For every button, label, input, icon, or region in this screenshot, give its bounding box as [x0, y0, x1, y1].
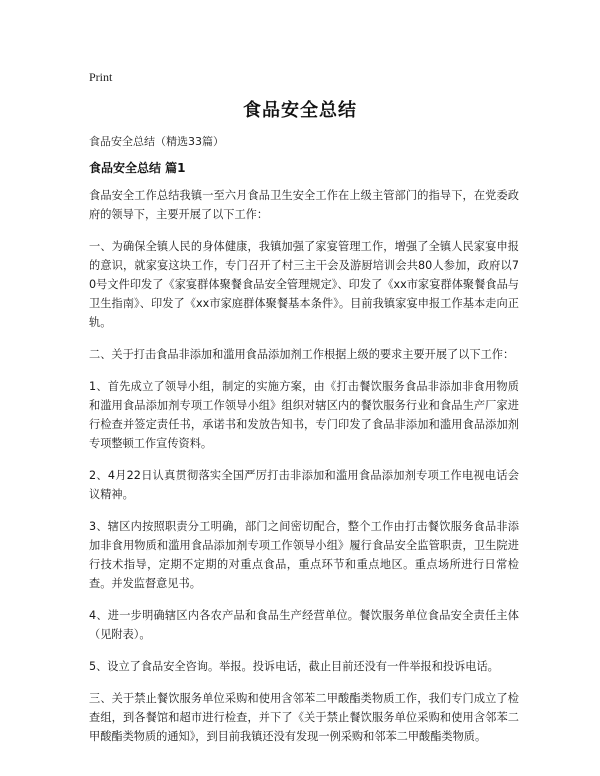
print-label[interactable]: Print	[89, 70, 113, 84]
paragraph-phthalate: 三、关于禁止餐饮服务单位采购和使用含邻苯二甲酸酯类物质工作，我们专门成立了检查组，到各餐馆和超市进行检查，并下了《关于禁止餐饮服务单位采购和使用含邻苯二甲酸酯类物质的通知》，到目前我镇还没有发现一例采购和邻苯二甲酸酯类物质。	[89, 692, 519, 743]
paragraph-item-1: 1、首先成立了领导小组，制定的实施方案，由《打击餐饮服务食品非添加非食用物质和滥用食品添加剂专项工作领导小组》组织对辖区内的餐饮服务行业和食品生产厂家进行检查并签定责任书，承诺书和发放告知书，专门印发了食品非添加和滥用食品添加剂专项整顿工作宣传资料。	[89, 380, 519, 450]
article-body	[89, 186, 519, 759]
paragraph-item-5: 5、设立了食品安全咨询。举报。投诉电话，截止目前还没有一件举报和投诉电话。	[89, 660, 499, 673]
page-title: 食品安全总结	[243, 100, 357, 121]
paragraph-item-2: 2、4月22日认真贯彻落实全国严厉打击非添加和滥用食品添加剂专项工作电视电话会议精神。	[89, 469, 519, 501]
document-subtitle: 食品安全总结（精选33篇）	[89, 135, 224, 148]
paragraph-additive-crackdown: 二、关于打击食品非添加和滥用食品添加剂工作根据上级的要求主要开展了以下工作：	[89, 348, 515, 361]
paragraph-intro: 食品安全工作总结我镇一至六月食品卫生安全工作在上级主管部门的指导下，在党委政府的领导下，主要开展了以下工作：	[89, 189, 519, 221]
paragraph-item-3: 3、辖区内按照职责分工明确，部门之间密切配合，整个工作由打击餐饮服务食品非添加非食用物质和滥用食品添加剂专项工作领导小组》履行食品安全监管职责，卫生院进行技术指导，定期不定期的对重点食品，重点环节和重点地区。重点场所进行日常检查。并发监督意见书。	[89, 520, 519, 590]
paragraph-item-4: 4、进一步明确辖区内各农产品和食品生产经营单位。餐饮服务单位食品安全责任主体（见附表）。	[89, 609, 519, 641]
paragraph-banquet-management: 一、为确保全镇人民的身体健康，我镇加强了家宴管理工作，增强了全镇人民家宴申报的意识，就家宴这块工作，专门召开了村三主干会及游厨培训会共80人参加，政府以70号文件印发了《家宴群体聚餐食品安全管理规定》、印发了《xx市家宴群体聚餐食品与卫生指南》、印发了《xx市家庭群体聚餐基本条件》。目前我镇家宴申报工作基本走向正轨。	[89, 240, 519, 329]
section-heading: 食品安全总结 篇1	[89, 161, 186, 175]
